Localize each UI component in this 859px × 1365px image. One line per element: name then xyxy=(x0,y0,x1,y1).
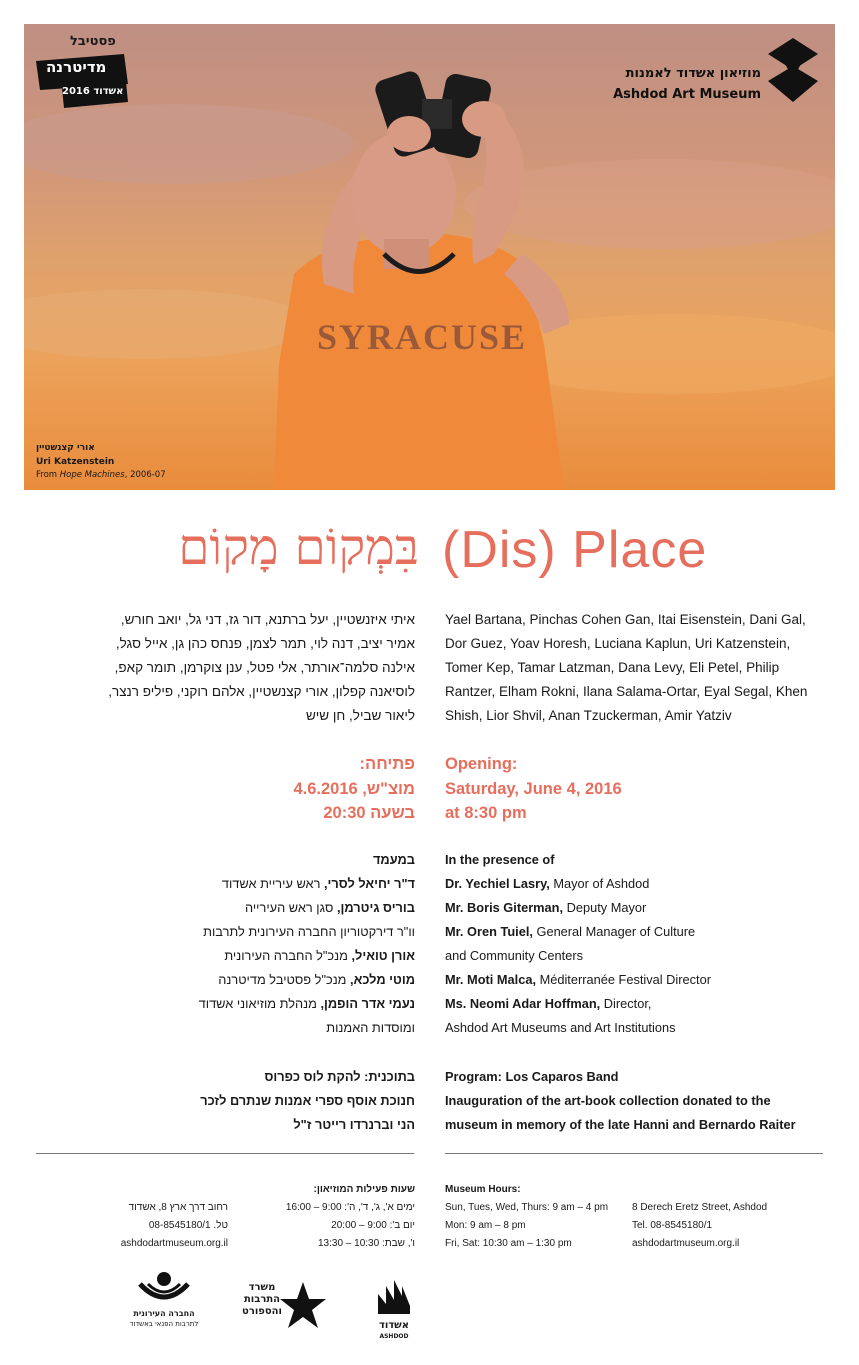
hours-line: יום ב': 9:00 – 20:00 xyxy=(331,1220,415,1231)
dignitary-role: מנהלת מוזיאוני אשדוד xyxy=(198,996,321,1011)
artists-line: Yael Bartana, Pinchas Cohen Gan, Itai Eisenstein, Dani Gal, xyxy=(445,612,806,627)
dignitary-role: and Community Centers xyxy=(445,948,583,963)
opening-time: בשעה 20:30 xyxy=(323,804,415,822)
shirt-text: SYRACUSE xyxy=(316,317,528,357)
artists-list-en xyxy=(445,608,825,728)
dignitary-role: מנכ"ל החברה העירונית xyxy=(224,948,352,963)
program-line: Program: Los Caparos Band xyxy=(445,1069,619,1084)
hours-heading: שעות פעילות המוזיאון: xyxy=(313,1184,415,1195)
exhibition-title-he: בִּמְקוֹם מָקוֹם xyxy=(178,518,419,576)
program-line: חנוכת אוסף ספרי אמנות שנתרם לזכר xyxy=(200,1093,415,1108)
artists-line: איתי איזנשטיין, יעל ברתנא, דור גז, דני גל, יואב חורש, xyxy=(120,612,415,627)
dignitary-role: סגן ראש העירייה xyxy=(244,900,337,915)
presence-item xyxy=(35,1016,415,1040)
divider-right xyxy=(445,1153,823,1154)
opening-label: פתיחה: xyxy=(359,755,415,773)
community-centers-logo xyxy=(126,1270,202,1330)
artists-line: Shish, Lior Shvil, Anan Tzuckerman, Amir Yatziv xyxy=(445,708,732,723)
hours-heading: Museum Hours: xyxy=(445,1184,521,1195)
address-line: רחוב דרך ארץ 8, אשדוד xyxy=(128,1202,228,1213)
ministry-line3: והספורט xyxy=(242,1306,282,1317)
presence-item xyxy=(35,896,415,920)
dignitary-role: Méditerranée Festival Director xyxy=(536,972,711,987)
dignitary-role: וו"ר דירקטוריון החברה העירונית לתרבות xyxy=(203,924,415,939)
program-en xyxy=(445,1065,825,1137)
dignitary-name: נעמי אדר הופמן, xyxy=(320,996,415,1011)
dignitary-name: Dr. Yechiel Lasry, xyxy=(445,876,550,891)
presence-list-en xyxy=(445,848,825,1040)
dignitary-name: Mr. Oren Tuiel, xyxy=(445,924,533,939)
dignitary-role: Ashdod Art Museums and Art Institutions xyxy=(445,1020,676,1035)
presence-heading: במעמד xyxy=(372,852,415,867)
dignitary-name: Mr. Moti Malca, xyxy=(445,972,537,987)
ministry-line2: התרבות xyxy=(243,1294,281,1305)
artists-line: לוסיאנה קפלון, אורי קצנשטיין, אלהם רוקני, פיליפ רנצר, xyxy=(108,684,415,699)
artists-line: Tomer Kep, Tamar Latzman, Dana Levy, Eli Petel, Philip xyxy=(445,660,780,675)
presence-item xyxy=(35,872,415,896)
community-logo-icon xyxy=(126,1270,202,1304)
dignitary-name: Ms. Neomi Adar Hoffman, xyxy=(445,996,601,1011)
dignitary-name: בוריס גיטרמן, xyxy=(336,900,415,915)
website-link[interactable]: ashdodartmuseum.org.il xyxy=(120,1238,228,1249)
hours-line: Fri, Sat: 10:30 am – 1:30 pm xyxy=(445,1238,572,1249)
artists-line: אמיר יציב, דנה לוי, תמר לצמן, פנחס כהן גן, אייל סגל, xyxy=(115,636,415,651)
presence-heading: In the presence of xyxy=(445,852,555,867)
opening-info-en xyxy=(445,752,825,826)
ashdod-city-icon xyxy=(374,1276,414,1316)
artists-line: Dor Guez, Yoav Horesh, Luciana Kaplun, Uri Katzenstein, xyxy=(445,636,791,651)
dignitary-role: מנכ"ל פסטיבל מדיטרנה xyxy=(218,972,351,987)
dignitary-name: Mr. Boris Giterman, xyxy=(445,900,564,915)
hours-line: Mon: 9 am – 8 pm xyxy=(445,1220,526,1231)
presence-item xyxy=(35,992,415,1016)
program-line: בתוכנית: להקת לוס כפרוס xyxy=(264,1069,415,1084)
museum-logo-icon xyxy=(763,36,823,106)
presence-item xyxy=(445,896,825,920)
festival-name: מדיטרנה xyxy=(46,58,107,76)
credit-artist-en: Uri Katzenstein xyxy=(36,457,115,467)
ministry-line1: משרד xyxy=(248,1282,276,1293)
phone-line: טל. 08-8545180/1 xyxy=(148,1220,228,1231)
museum-hours-en xyxy=(445,1181,608,1253)
museum-name-en: Ashdod Art Museum xyxy=(613,87,761,102)
presence-item xyxy=(445,920,825,944)
phone-line: Tel. 08-8545180/1 xyxy=(632,1220,713,1231)
presence-item xyxy=(35,944,415,968)
dignitary-role: Director, xyxy=(600,996,652,1011)
artists-line: ליאור שביל, חן שיש xyxy=(305,708,415,723)
dignitary-name: ד"ר יחיאל לסרי, xyxy=(323,876,415,891)
museum-address-he xyxy=(118,1199,228,1253)
museum-address-en xyxy=(632,1199,767,1253)
credit-from: From xyxy=(36,470,60,480)
community-line1: החברה העירונית xyxy=(133,1309,195,1318)
presence-item xyxy=(445,872,825,896)
program-line: Inauguration of the art-book collection donated to the xyxy=(445,1093,771,1108)
hours-line: ו', שבת: 10:30 – 13:30 xyxy=(318,1238,415,1249)
artists-line: אילנה סלמה־אורתר, אלי פטל, ענן צוקרמן, תומר קאפ, xyxy=(114,660,415,675)
city-name-he: אשדוד xyxy=(378,1320,410,1331)
opening-time: at 8:30 pm xyxy=(445,804,527,822)
festival-city-year: אשדוד 2016 xyxy=(62,86,124,97)
city-of-ashdod-logo xyxy=(374,1276,414,1342)
artists-line: Rantzer, Elham Rokni, Ilana Salama-Ortar, Eyal Segal, Khen xyxy=(445,684,808,699)
presence-item xyxy=(445,992,825,1016)
opening-date: מוצ"ש, 4.6.2016 xyxy=(293,779,415,798)
presence-item xyxy=(445,1016,825,1040)
dignitary-name: אורן טואיל, xyxy=(351,948,415,963)
dignitary-role: General Manager of Culture xyxy=(532,924,696,939)
museum-hours-he xyxy=(286,1181,415,1253)
presence-item xyxy=(35,920,415,944)
hours-line: ימים א', ג', ד', ה': 9:00 – 16:00 xyxy=(285,1202,415,1213)
presence-item xyxy=(35,968,415,992)
credit-artist-he: אורי קצנשטיין xyxy=(36,443,95,453)
credit-work xyxy=(36,470,166,480)
credit-year: , 2006-07 xyxy=(124,470,166,480)
exhibition-title-en: (Dis) Place xyxy=(442,521,708,579)
city-name-en: ASHDOD xyxy=(379,1333,409,1340)
dignitary-name: מוטי מלכא, xyxy=(350,972,415,987)
program-line: museum in memory of the late Hanni and Bernardo Raiter xyxy=(445,1117,796,1132)
festival-title: פסטיבל xyxy=(70,34,116,49)
hero-image xyxy=(24,24,835,490)
address-line: 8 Derech Eretz Street, Ashdod xyxy=(632,1202,768,1213)
dignitary-role: Mayor of Ashdod xyxy=(549,876,650,891)
website-link[interactable]: ashdodartmuseum.org.il xyxy=(632,1238,740,1249)
museum-name-he: מוזיאון אשדוד לאמנות xyxy=(625,66,761,81)
credit-work-title: Hope Machines xyxy=(59,470,125,480)
presence-item xyxy=(445,944,825,968)
presence-list-he xyxy=(35,848,415,1040)
program-he xyxy=(35,1065,415,1137)
divider-left xyxy=(36,1153,414,1154)
dignitary-role: Deputy Mayor xyxy=(563,900,647,915)
opening-date: Saturday, June 4, 2016 xyxy=(445,779,622,798)
dignitary-role: ומוסדות האמנות xyxy=(326,1020,415,1035)
opening-info-he xyxy=(35,752,415,826)
community-line2: לתרבות הפנאי באשדוד xyxy=(129,1320,199,1328)
program-line: הני וברנרדו רייטר ז"ל xyxy=(293,1117,415,1132)
hours-line: Sun, Tues, Wed, Thurs: 9 am – 4 pm xyxy=(445,1202,609,1213)
dignitary-role: ראש עיריית אשדוד xyxy=(221,876,324,891)
artists-list-he xyxy=(35,608,415,728)
opening-label: Opening: xyxy=(445,755,518,773)
presence-item xyxy=(445,968,825,992)
